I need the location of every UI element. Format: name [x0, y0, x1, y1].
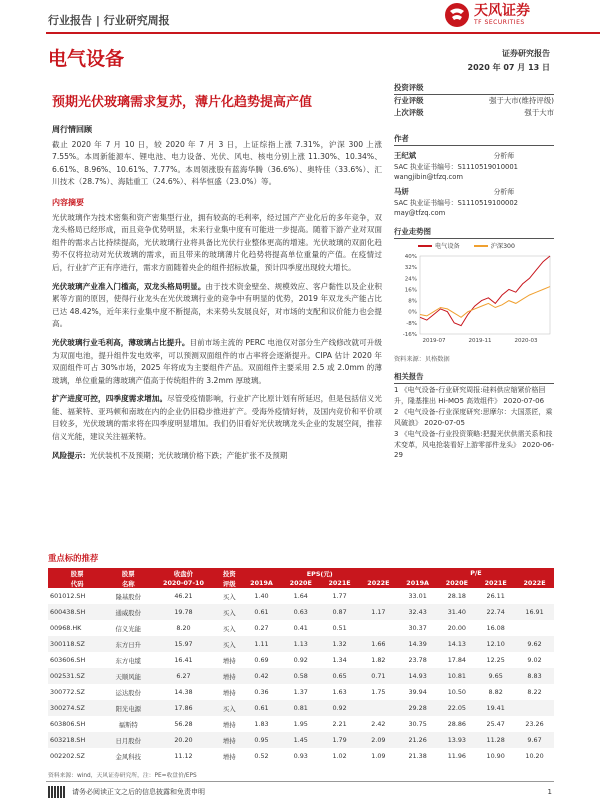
table-cell: 21.26: [398, 732, 438, 748]
trend-chart-svg: [394, 250, 554, 350]
table-cell: 0.58: [281, 668, 320, 684]
table-cell: 1.37: [293, 688, 308, 696]
table-cell: [515, 620, 554, 636]
table-cell: 22.74: [476, 604, 515, 620]
footer-divider: [46, 781, 554, 782]
table-cell: 16.91: [515, 604, 554, 620]
table-cell: 39.94: [408, 688, 427, 696]
logo-text-en: TF SECURITIES: [474, 19, 525, 26]
risk-text: 光伏装机不及预期；光伏玻璃价格下跌；产能扩张不及预期: [89, 450, 288, 460]
table-cell: 8.20: [176, 624, 191, 632]
table-cell: 1.02: [332, 752, 347, 760]
stock-code-cell: 300772.SZ: [50, 688, 85, 696]
stock-code-cell: 300118.SZ: [48, 636, 106, 652]
report-category: 行业报告 | 行业研究周报: [48, 14, 170, 27]
table-cell: 增持: [217, 732, 242, 748]
table-cell: 17.86: [150, 700, 217, 716]
table-cell: 买入: [217, 604, 242, 620]
table-cell: 46.21: [174, 592, 193, 600]
table-cell: [359, 700, 398, 716]
table-cell: 10.90: [486, 752, 505, 760]
summary-p1: 光伏玻璃作为技术密集和资产密集型行业，拥有较高的毛利率，经过国产产业化后的多年竞争，双龙头格局已经形成，而且竞争优势明显，未来行业集中度有可能进一步提高。随着下游产业对双面组件的需求占比持续提高，光伏玻璃行业将具备比光伏行业整体更高的增速。光伏玻璃的双面化趋势不仅将拉动对光伏玻璃的需求，而且带来的玻璃薄片化趋势将提高单位重量的产值。在疫情过后，行业扩产正有序进行，需求方面随着央企的组件招标放量，预计四季度出现较大增长。: [52, 212, 382, 272]
side-column: [394, 78, 554, 461]
table-cell: 14.13: [437, 636, 476, 652]
col-group-name: 股票: [106, 568, 150, 578]
col-header: 2022E: [515, 578, 554, 588]
table-cell: 1.40: [254, 592, 269, 600]
table-row: [48, 732, 554, 748]
chart-source: 资料来源：贝格数据: [394, 356, 450, 363]
table-cell: 1.64: [293, 592, 308, 600]
table-cell: 增持: [222, 720, 236, 729]
table-cell: 10.50: [447, 688, 466, 696]
series-line-1: [420, 256, 550, 326]
table-cell: 25.47: [486, 720, 505, 728]
table-cell: [359, 588, 398, 604]
table-cell: 1.63: [332, 688, 347, 696]
prev-rating-value: 强于大市: [524, 108, 554, 117]
x-tick-label: 2019-11: [468, 338, 492, 344]
brand-logo: [444, 2, 530, 28]
table-row: [48, 620, 554, 636]
y-tick-label: 32%: [404, 265, 417, 272]
table-cell: 31.40: [437, 604, 476, 620]
table-cell: 30.75: [408, 720, 427, 728]
table-cell: 16.08: [486, 624, 505, 632]
table-cell: 1.09: [371, 752, 386, 760]
stock-code-cell: 601012.SH: [50, 592, 86, 600]
table-cell: 9.62: [515, 636, 554, 652]
table-cell: 2.09: [359, 732, 398, 748]
col-header: 2020E: [281, 578, 320, 588]
table-cell: 1.45: [281, 732, 320, 748]
x-tick-label: 2020-03: [514, 338, 538, 344]
table-cell: 6.27: [150, 668, 217, 684]
table-cell: 0.65: [320, 668, 359, 684]
industry-trend-chart: [394, 226, 554, 363]
risk-warning: [52, 450, 382, 463]
col-header: 2022E: [359, 578, 398, 588]
table-cell: 14.93: [398, 668, 438, 684]
col-header: 2020E: [437, 578, 476, 588]
legend-label: 电气设备: [435, 243, 460, 250]
table-cell: 12.10: [476, 636, 515, 652]
stock-code-cell: 600438.SH: [48, 604, 106, 620]
table-cell: 1.79: [320, 732, 359, 748]
table-cell: 11.12: [174, 752, 193, 760]
col-group-price: 收盘价: [150, 568, 217, 578]
stock-code-cell: 300274.SZ: [48, 700, 106, 716]
related-report-3[interactable]: 3 《电气设备-行业投资策略:把握光伏供需关系和技术变革，风电抢装看好上游零部件龙头》 2020-06-29: [394, 430, 554, 459]
table-row: [48, 684, 554, 700]
author-role: 分析师: [493, 188, 514, 196]
table-cell: 0.81: [281, 700, 320, 716]
header-divider: [46, 32, 600, 34]
table-cell: 1.17: [359, 604, 398, 620]
stock-name-cell: 运达股份: [115, 688, 142, 697]
table-cell: 19.78: [150, 604, 217, 620]
industry-rating-label: 行业评级: [394, 96, 424, 105]
table-cell: 28.86: [447, 720, 466, 728]
main-column: [52, 120, 382, 462]
table-cell: 0.87: [320, 604, 359, 620]
col-group-code: 股票: [48, 568, 106, 578]
table-cell: 1.66: [359, 636, 398, 652]
table-cell: 29.28: [398, 700, 438, 716]
y-tick-label: 24%: [404, 276, 417, 283]
table-cell: 20.00: [447, 624, 466, 632]
col-group-eps: EPS(元): [242, 568, 398, 578]
table-cell: 56.28: [174, 720, 193, 728]
report-subtitle: 预期光伏玻璃需求复苏，薄片化趋势提高产值: [52, 95, 313, 110]
table-cell: 0.61: [242, 700, 282, 716]
authors-heading: 作者: [394, 133, 554, 146]
risk-label: 风险提示：: [52, 450, 90, 460]
table-cell: 10.20: [525, 752, 544, 760]
table-cell: 32.43: [398, 604, 438, 620]
logo-mark-icon: [444, 2, 470, 28]
table-cell: [359, 620, 398, 636]
col-header: 评级: [217, 578, 242, 588]
table-cell: 0.71: [359, 668, 398, 684]
chart-title: 行业走势图: [394, 226, 554, 239]
table-cell: 12.25: [486, 656, 505, 664]
stock-name-cell: 天顺风能: [106, 668, 150, 684]
table-cell: 2.21: [332, 720, 347, 728]
table-cell: 0.27: [254, 624, 269, 632]
rating-heading: 投资评级: [394, 82, 554, 95]
table-cell: 11.96: [447, 752, 466, 760]
legend-label: 沪深300: [490, 243, 515, 250]
table-cell: 0.92: [320, 700, 359, 716]
table-cell: 30.37: [408, 624, 427, 632]
weekly-text: 截止 2020 年 7 月 10 日，较 2020 年 7 月 3 日，上证综指上涨 7.31%，沪深 300 上涨 7.55%。本周新能源车、锂电池、电力设备、光伏、风电、核电分别上涨 11.30%、10.34%、6.61%、8.96%、10.61%、7.77%。本周领涨股有蓝海华腾（36.6%）、奥特佳（33.6%）、汇川技术（28.7%）、海陆重工（24.6%）、科华恒盛（23.0%）等。: [52, 139, 382, 187]
table-cell: 1.34: [332, 656, 347, 664]
table-row: [48, 748, 554, 764]
table-cell: 0.41: [293, 624, 308, 632]
stock-code-cell: 603806.SH: [50, 720, 86, 728]
table-body: [48, 588, 554, 764]
page-number: 1: [547, 788, 552, 796]
stock-name-cell: 东方电缆: [115, 656, 142, 665]
col-header: 2019A: [242, 578, 282, 588]
table-cell: 19.41: [476, 700, 515, 716]
col-header: 2020-07-10: [150, 578, 217, 588]
author-cert: SAC 执业证书编号：S1110519100002: [394, 199, 518, 207]
stock-name-cell: 日月股份: [106, 732, 150, 748]
author-name: 马妍: [394, 187, 409, 196]
table-cell: 买入: [217, 700, 242, 716]
table-cell: 0.69: [254, 656, 269, 664]
summary-p3-lead: 光伏玻璃行业毛利高，薄玻璃占比提升。: [52, 337, 190, 347]
col-header: 2019A: [398, 578, 438, 588]
col-header: 2021E: [320, 578, 359, 588]
logo-text-cn: 天风证券: [474, 3, 530, 19]
report-type: 证券研究报告: [502, 49, 550, 58]
stock-name-cell: 阳光电源: [106, 700, 150, 716]
stock-code-cell: 002531.SZ: [48, 668, 106, 684]
page-title: 电气设备: [48, 48, 125, 70]
table-cell: 2.42: [371, 720, 386, 728]
table-cell: 买入: [217, 636, 242, 652]
author-1: [394, 150, 554, 182]
table-row: [48, 700, 554, 716]
table-cell: 8.83: [515, 668, 554, 684]
table-cell: 15.97: [150, 636, 217, 652]
table-row: [48, 636, 554, 652]
table-cell: 1.13: [281, 636, 320, 652]
table-cell: 33.01: [408, 592, 427, 600]
table-cell: 14.39: [398, 636, 438, 652]
weekly-heading: 周行情回顾: [52, 125, 92, 134]
report-date: 2020 年 07 月 13 日: [467, 63, 550, 72]
stock-name-cell: 金风科技: [115, 752, 142, 761]
col-header: 代码: [48, 578, 106, 588]
table-row: [48, 668, 554, 684]
table-cell: 0.93: [293, 752, 308, 760]
prev-rating-label: 上次评级: [394, 108, 424, 117]
summary-p4-body: 尽管受疫情影响，行业扩产比原计划有所延迟，但是包括信义光能、福莱特、亚玛顿和南玻在内的企业仍旧稳步推进扩产。受海外疫情好转，及国内竞价和平价项目较多，光伏玻璃的需求将在四季度明显增加。我们仍旧看好光伏玻璃龙头企业的发展空间，推荐信义光能，建议关注福莱特。: [52, 394, 383, 442]
table-cell: 28.18: [447, 592, 466, 600]
related-report-1[interactable]: 1 《电气设备-行业研究周报:硅料供应缩紧价格回升，隆基推出 Hi-MO5 高效组件》 2020-07-06: [394, 386, 546, 405]
author-email[interactable]: wangjibin@tfzq.com: [394, 173, 464, 181]
author-role: 分析师: [493, 152, 514, 160]
col-group-pe: P/E: [398, 568, 554, 578]
x-tick-label: 2019-07: [422, 338, 446, 344]
table-cell: 0.92: [293, 656, 308, 664]
author-2: [394, 186, 554, 218]
table-cell: 14.38: [174, 688, 193, 696]
table-cell: 23.78: [408, 656, 427, 664]
stock-code-cell: 603218.SH: [48, 732, 106, 748]
table-cell: 0.52: [254, 752, 269, 760]
table-cell: [515, 588, 554, 604]
qr-code-icon: [48, 786, 66, 798]
stock-code-cell: 00968.HK: [50, 624, 82, 632]
table-cell: 9.02: [527, 656, 542, 664]
table-cell: 买入: [222, 624, 236, 633]
page-header: [0, 0, 600, 38]
related-report-2[interactable]: 2 《电气设备-行业深度研究:思摩尔：大国蒸匠，乘风破浪》 2020-07-05: [394, 408, 553, 427]
table-cell: 1.11: [242, 636, 282, 652]
table-cell: 1.77: [332, 592, 347, 600]
summary-heading: 内容摘要: [52, 197, 84, 207]
prev-rating-row: [394, 107, 554, 119]
summary-p2-body: 由于技术资金壁垒、规模效应、客户黏性以及企业积累等方面的原因，使得行业龙头在光伏玻璃行业的竞争中有明显的优势，2019 年双龙头产能占比已达 48.42%，近年来行业集中度不断提高，未来势头发展良好，对市场的支配和议价能力也会提高。: [52, 281, 383, 329]
stock-code-cell: 002202.SZ: [50, 752, 85, 760]
table-cell: 21.38: [408, 752, 427, 760]
col-group-rating: 投资: [217, 568, 242, 578]
stock-name-cell: 通威股份: [106, 604, 150, 620]
table-cell: 13.93: [437, 732, 476, 748]
chart-legend: [418, 241, 554, 250]
table-cell: 0.95: [242, 732, 282, 748]
related-heading: 相关报告: [394, 371, 554, 384]
y-tick-label: 16%: [404, 287, 417, 294]
table-cell: 20.20: [150, 732, 217, 748]
industry-rating-value: 强于大市(维持评级): [489, 96, 554, 105]
legend-item-1: [418, 241, 460, 250]
table-subheader-row: [48, 578, 554, 588]
table-cell: 0.51: [332, 624, 347, 632]
stock-name-cell: 隆基股份: [115, 592, 142, 601]
table-cell: 1.75: [371, 688, 386, 696]
table-cell: 22.05: [437, 700, 476, 716]
table-cell: 买入: [222, 592, 236, 601]
legend-item-2: [474, 241, 515, 250]
table-cell: 0.42: [242, 668, 282, 684]
table-cell: 1.82: [371, 656, 386, 664]
table-cell: 1.32: [320, 636, 359, 652]
y-tick-label: -16%: [402, 332, 417, 338]
stock-name-cell: 信义光能: [115, 624, 142, 633]
table-cell: 11.28: [476, 732, 515, 748]
table-row: [48, 604, 554, 620]
table-row: [48, 652, 554, 668]
table-cell: 1.95: [293, 720, 308, 728]
summary-p3: [52, 337, 382, 387]
author-name: 王纪斌: [394, 151, 417, 160]
industry-rating-row: [394, 95, 554, 107]
col-header: 名称: [106, 578, 150, 588]
table-cell: 0.36: [254, 688, 269, 696]
table-cell: 增持: [222, 656, 236, 665]
summary-p4: [52, 393, 382, 443]
table-cell: 17.84: [447, 656, 466, 664]
table-cell: [515, 700, 554, 716]
table-cell: 10.81: [437, 668, 476, 684]
table-cell: 16.41: [174, 656, 193, 664]
table-cell: 1.83: [254, 720, 269, 728]
col-header: 2021E: [476, 578, 515, 588]
table-cell: 0.63: [281, 604, 320, 620]
author-cert: SAC 执业证书编号：S1110519010001: [394, 163, 518, 171]
summary-p2: [52, 281, 382, 331]
disclaimer-text: 请务必阅读正文之后的信息披露和免责申明: [72, 788, 205, 796]
stock-table-title: 重点标的推荐: [48, 553, 99, 563]
stock-name-cell: 东方日升: [106, 636, 150, 652]
table-cell: 23.26: [525, 720, 544, 728]
page-footer: [48, 786, 205, 798]
stock-code-cell: 603606.SH: [50, 656, 86, 664]
stock-name-cell: 福斯特: [118, 720, 138, 729]
table-note: 资料来源：wind，天风证券研究所，注：PE=收盘价/EPS: [48, 773, 197, 779]
summary-p3-body: 目前市场主流的 PERC 电池仅对部分生产线修改就可升级为双面电池，提升组件发电效率，可以预测双面组件的市占率将会逐渐提升。CIPA 估计 2020 年双面组件可占 30%市场，2025 年将成为主要组件产品。双面组件主要采用 2.5 或 2.0mm 的薄玻璃，单位重量的薄玻璃产值高于传统组件的 3.2mm 厚玻璃。: [52, 337, 382, 385]
summary-p4-lead: 扩产进度可控，四季度需求增加。: [52, 394, 168, 404]
y-tick-label: -8%: [406, 320, 417, 327]
table-cell: 增持: [222, 752, 236, 761]
table-cell: 8.22: [527, 688, 542, 696]
table-cell: 26.11: [486, 592, 505, 600]
table-row: [48, 716, 554, 732]
y-tick-label: 40%: [404, 254, 417, 260]
y-tick-label: 0%: [408, 309, 417, 316]
table-row: [48, 588, 554, 604]
summary-p2-lead: 光伏玻璃产业准入门槛高，双龙头格局明显。: [52, 281, 206, 291]
table-cell: 增持: [217, 668, 242, 684]
table-cell: 0.61: [242, 604, 282, 620]
table-cell: 增持: [222, 688, 236, 697]
stock-recommendation-table: [48, 568, 554, 764]
table-cell: 9.67: [515, 732, 554, 748]
series-line-2: [420, 287, 550, 318]
y-tick-label: 8%: [408, 298, 417, 305]
table-cell: 9.65: [476, 668, 515, 684]
author-email[interactable]: may@tfzq.com: [394, 209, 446, 217]
table-cell: 8.82: [488, 688, 503, 696]
